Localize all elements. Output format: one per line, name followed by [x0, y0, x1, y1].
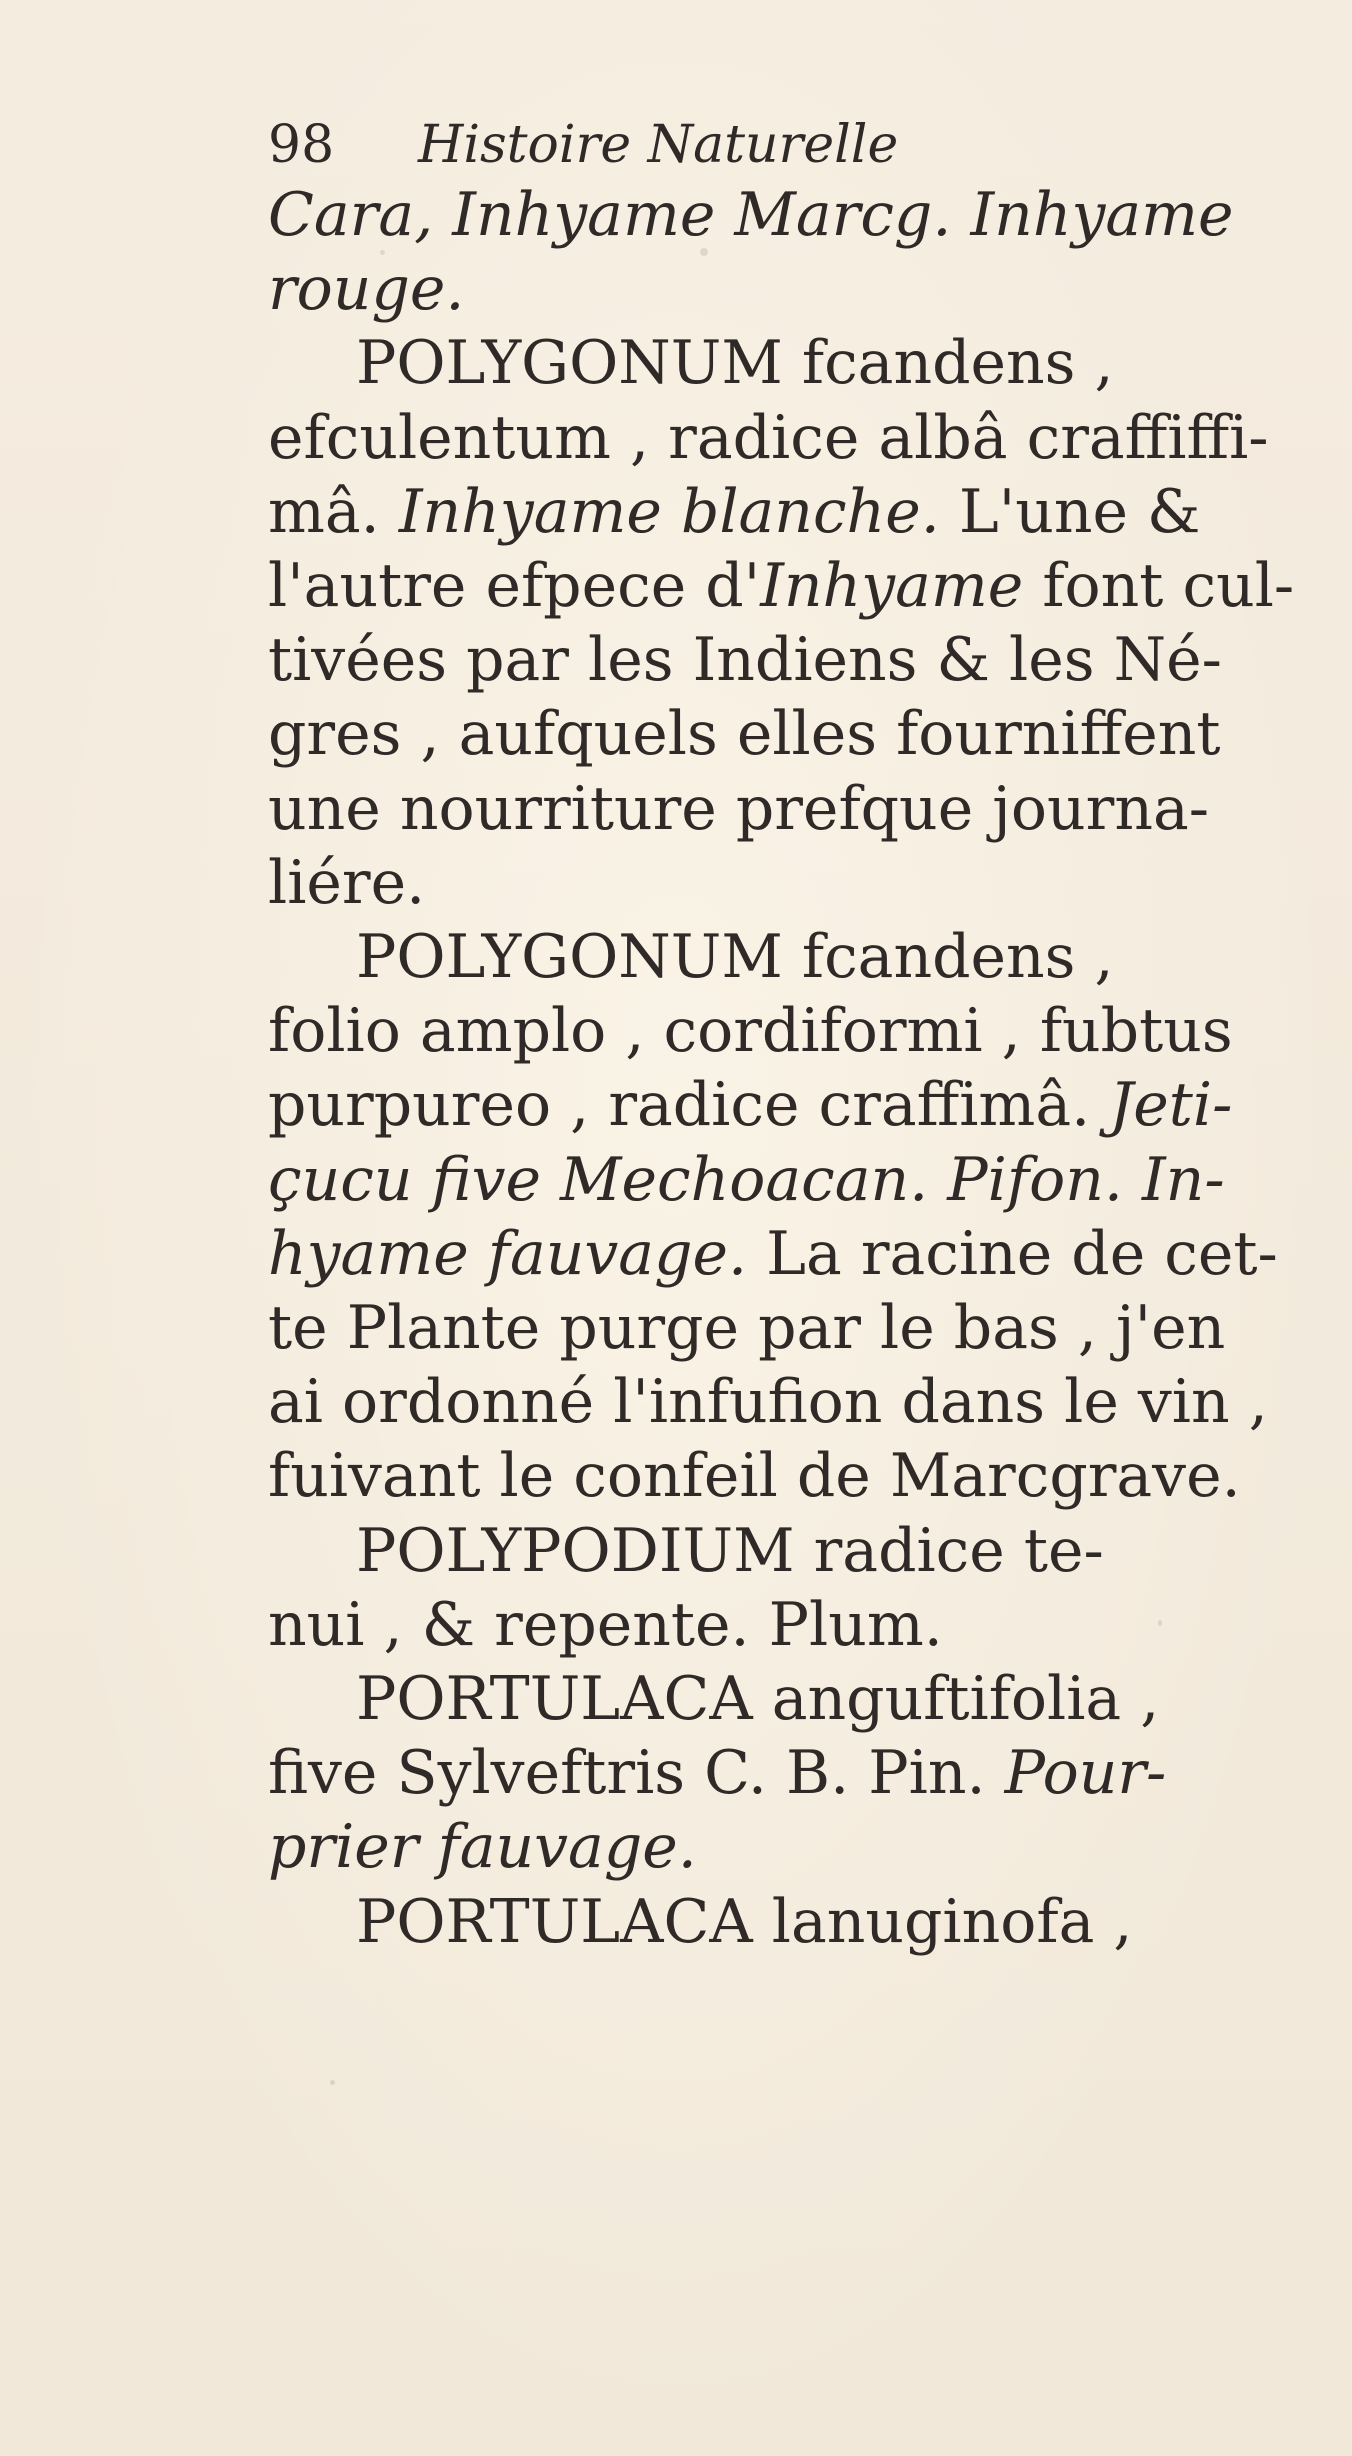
italic-text: Pour- [1004, 1738, 1167, 1809]
text-line [268, 1441, 1241, 1511]
text-line [268, 848, 425, 918]
paper-speck [1158, 1620, 1162, 1626]
roman-text: te Plante purge par le bas , j'en [268, 1293, 1226, 1363]
italic-text: rouge. [268, 254, 465, 325]
text-line [268, 996, 1233, 1066]
italic-text: Inhyame Marcg. Inhyame [452, 180, 1234, 250]
italic-text: Cara [268, 180, 415, 250]
text-line [268, 1070, 1232, 1140]
roman-text: nui , & repente. Plum. [268, 1589, 943, 1660]
italic-text: Jeti- [1109, 1070, 1233, 1141]
text-line [268, 1367, 1268, 1437]
text-line [268, 774, 1209, 844]
roman-text: tivées par les Indiens & les Né- [268, 625, 1222, 696]
italic-text: Inhyame [760, 551, 1024, 621]
paper-speck [700, 248, 708, 256]
roman-text: purpureo , radice craffimâ. [268, 1070, 1110, 1141]
text-line [268, 1516, 1104, 1586]
text-line [268, 1219, 1278, 1289]
roman-text: l'autre efpece d' [268, 551, 761, 621]
text-line [268, 254, 464, 324]
roman-text: folio amplo , cordiformi , fubtus [268, 996, 1233, 1067]
text-line [268, 625, 1222, 695]
text-line [268, 1145, 1225, 1215]
roman-text: POLYPODIUM radice te- [356, 1515, 1104, 1586]
roman-text: POLYGONUM fcandens , [356, 922, 1114, 992]
text-line [268, 477, 1200, 547]
roman-text: fuivant le confeil de Marcgrave. [268, 1441, 1241, 1512]
text-line [268, 1812, 697, 1882]
roman-text: efculentum , radice albâ craffiffi- [268, 402, 1269, 473]
running-header [268, 110, 898, 180]
italic-text: çucu five Mechoacan. Pifon. In- [268, 1144, 1225, 1215]
roman-text: PORTULACA lanuginofa , [356, 1886, 1133, 1957]
text-line [268, 1664, 1159, 1734]
italic-text: , [414, 180, 453, 250]
italic-text: prier fauvage. [268, 1812, 697, 1883]
running-title: Histoire Naturelle [418, 115, 899, 175]
text-line [268, 403, 1269, 473]
roman-text: font cul- [1023, 551, 1295, 621]
roman-text: PORTULACA anguftifolia , [356, 1664, 1160, 1734]
text-line [268, 551, 1294, 621]
roman-text: ai ordonné l'infufion dans le vin , [268, 1367, 1268, 1438]
roman-text: five Sylveftris C. B. Pin. [268, 1738, 1005, 1809]
roman-text: gres , aufquels elles fourniffent [268, 699, 1221, 770]
italic-text: Inhyame blanche. [398, 476, 940, 547]
text-line [268, 328, 1114, 398]
paper-speck [330, 2080, 335, 2085]
italic-text: hyame fauvage. [268, 1218, 748, 1289]
roman-text: L'une & [939, 476, 1201, 547]
roman-text: La racine de cet- [747, 1218, 1278, 1289]
text-line [268, 1738, 1166, 1808]
text-line [268, 1590, 943, 1660]
text-line [268, 180, 1234, 250]
roman-text: POLYGONUM fcandens , [356, 328, 1114, 399]
paper-speck [380, 250, 385, 255]
roman-text: une nourriture prefque journa- [268, 773, 1210, 844]
text-line [268, 922, 1114, 992]
roman-text: liére. [268, 847, 426, 918]
text-line [268, 699, 1220, 769]
text-line [268, 1293, 1225, 1363]
text-line [268, 1887, 1132, 1957]
page-number: 98 [268, 115, 335, 175]
roman-text: mâ. [268, 476, 399, 547]
